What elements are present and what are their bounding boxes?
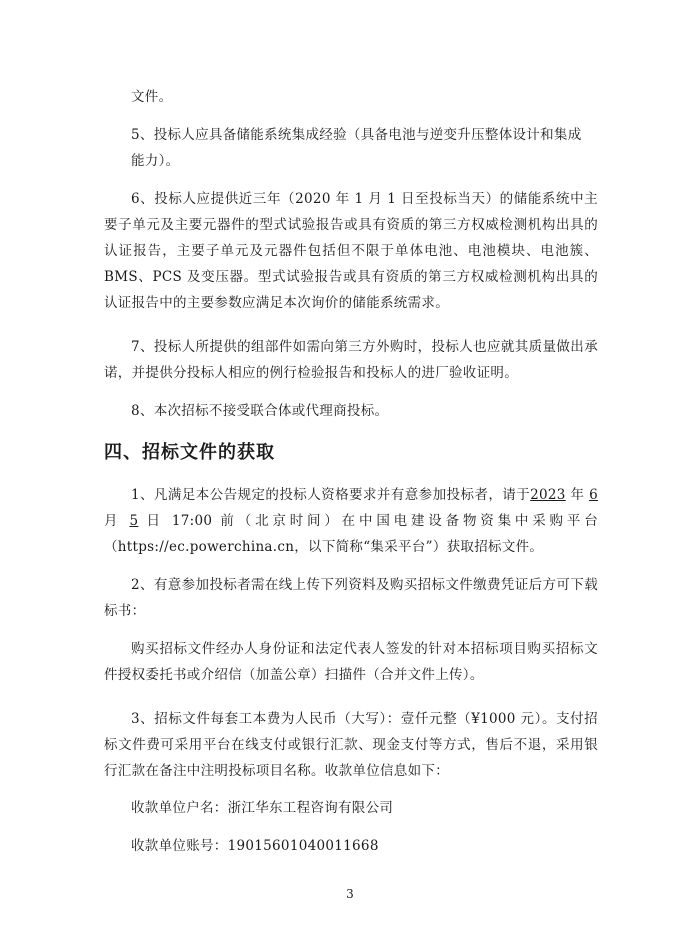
section-heading: 四、招标文件的获取 xyxy=(104,442,275,463)
item7-paragraph: 7、投标人所提供的组部件如需向第三方外购时，投标人也应就其质量做出承诺，并提供分投标人相应的例行检验报告和投标人的进厂验收证明。 xyxy=(104,339,598,381)
p1-post: 日 17:00 前（北京时间）在中国电建设备物资集中采购平台（https://ec.powerchina.cn，以下简称“集采平台”）获取招标文件。 xyxy=(104,513,598,555)
p1-day: 5 xyxy=(129,513,139,529)
section4-p3: 购买招标文件经办人身份证和法定代表人签发的针对本招标项目购买招标文件授权委托书或介绍信（加盖公章）扫描件（合并文件上传）。 xyxy=(104,641,598,683)
section4-p2: 2、有意参加投标者需在线上传下列资料及购买招标文件缴费凭证后方可下载标书： xyxy=(104,577,598,619)
payee-name: 收款单位户名：浙江华东工程咨询有限公司 xyxy=(131,800,394,816)
page-number: 3 xyxy=(346,887,354,901)
item8-paragraph: 8、本次招标不接受联合体或代理商投标。 xyxy=(131,403,389,419)
p1-pre: 1、凡满足本公告规定的投标人资格要求并有意参加投标者，请于 xyxy=(131,487,531,503)
p1-year-unit: 年 xyxy=(570,487,585,503)
p1-month-unit: 月 xyxy=(104,513,122,529)
p1-month: 6 xyxy=(589,487,598,503)
section4-p1 xyxy=(104,482,598,560)
section4-p4: 3、招标文件每套工本费为人民币（大写）：壹仟元整（¥1000 元）。支付招标文件费可采用平台在线支付或银行汇款、现金支付等方式，售后不退，采用银行汇款在备注中注明投标项目名称。收款单位信息如下： xyxy=(104,711,598,779)
item5-line2: 能力）。 xyxy=(131,153,180,169)
item4-tail: 文件。 xyxy=(131,89,173,105)
item5-line1: 5、投标人应具备储能系统集成经验（具备电池与逆变升压整体设计和集成 xyxy=(131,127,582,143)
payee-account: 收款单位账号：19015601040011668 xyxy=(131,838,379,854)
p1-year: 2023 xyxy=(530,487,566,503)
item6-paragraph: 6、投标人应提供近三年（2020 年 1 月 1 日至投标当天）的储能系统中主要子单元及主要元器件的型式试验报告或具有资质的第三方权威检测机构出具的认证报告，主要子单元及元器件包括但不限于单体电池、电池模块、电池簇、BMS、PCS 及变压器。型式试验报告或具有资质的第三方权威检测机构出具的认证报告中的主要参数应满足本次询价的储能系统需求。 xyxy=(104,191,598,311)
